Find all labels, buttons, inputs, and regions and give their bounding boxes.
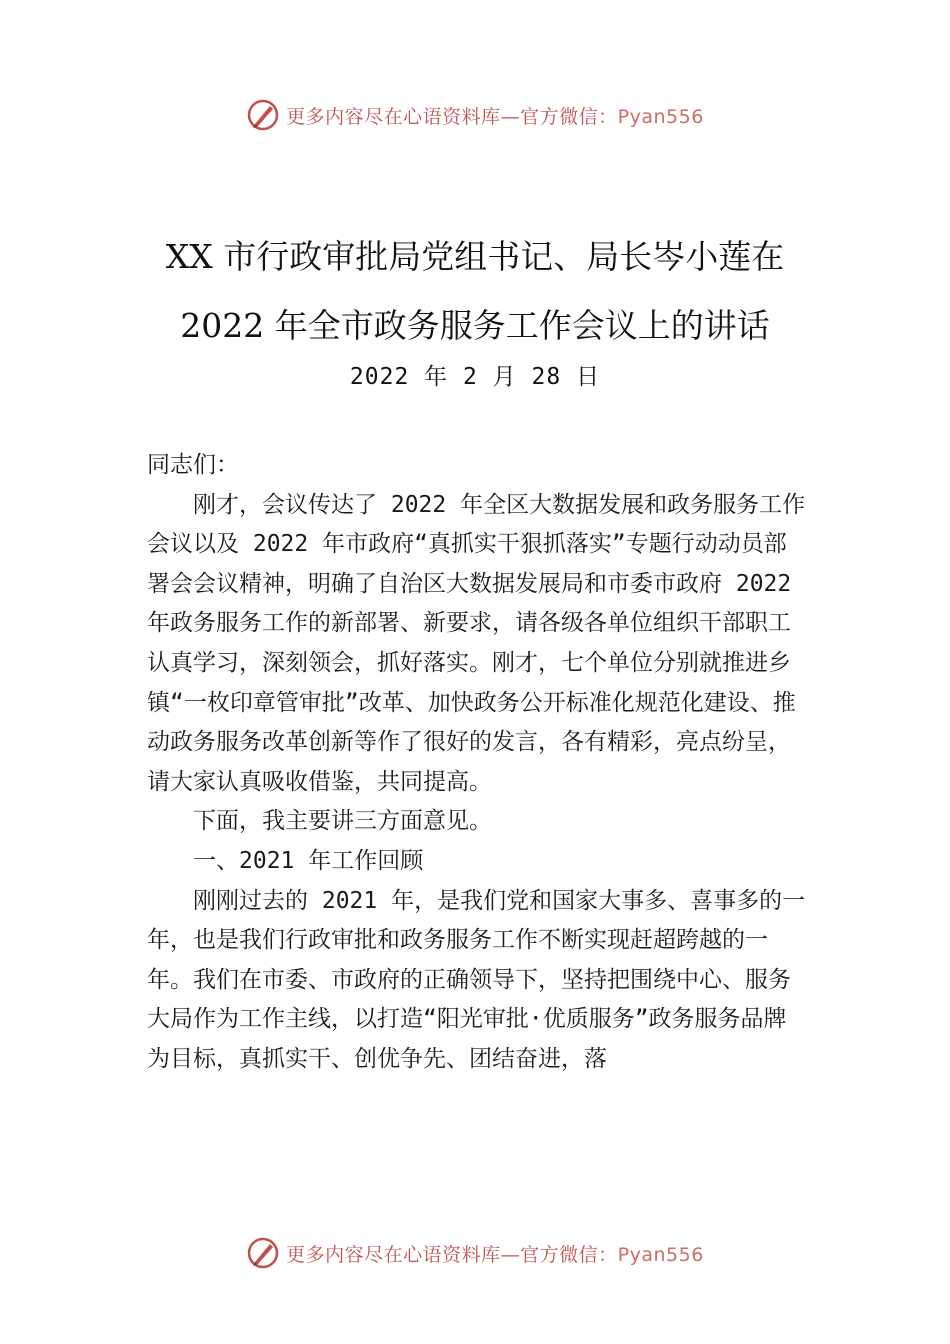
- section-heading: 一、2021 年工作回顾: [193, 847, 424, 874]
- document-date: 2022 年 2 月 28 日: [349, 364, 601, 390]
- footer-banner: [0, 1233, 950, 1273]
- document-title: [0, 222, 950, 360]
- pen-logo-icon: [246, 98, 280, 132]
- header-banner-text: 更多内容尽在心语资料库—官方微信：: [286, 105, 618, 128]
- paragraph: 刚才，会议传达了 2022 年全区大数据发展和政务服务工作会议以及 2022 年市政府“真抓实干狠抓落实”专题行动动员部署会会议精神，明确了自治区大数据发展局和市委市政府 2022 年政务服务工作的新部署、新要求，请各级各单位组织干部职工认真学习，深刻领会，抓好落实。刚才，七个单位分别就推进乡镇“一枚印章管审批”改革、加快政务公开标准化规范化建设、推动政务服务改革创新等作了很好的发言，各有精彩，亮点纷呈，请大家认真吸收借鉴，共同提高。: [147, 491, 806, 795]
- footer-wechat-id: Pyan556: [617, 1243, 704, 1266]
- salutation: 同志们：: [147, 452, 239, 478]
- paragraph: 刚刚过去的 2021 年，是我们党和国家大事多、喜事多的一年，也是我们行政审批和政务服务工作不断实现赶超跨越的一年。我们在市委、市政府的正确领导下，坚持把围绕中心、服务大局作为工作主线，以打造“阳光审批·优质服务”政务服务品牌为目标，真抓实干、创优争先、团结奋进，落: [147, 887, 806, 1072]
- footer-banner-text: 更多内容尽在心语资料库—官方微信：: [286, 1243, 618, 1266]
- pen-logo-icon: [246, 1236, 280, 1270]
- document-body: [147, 446, 807, 1080]
- header-banner: [0, 95, 950, 135]
- title-line-1: XX 市行政审批局党组书记、局长岑小莲在: [165, 237, 785, 276]
- header-wechat-id: Pyan556: [617, 105, 704, 128]
- title-line-2: 2022 年全市政务服务工作会议上的讲话: [180, 306, 770, 345]
- paragraph: 下面，我主要讲三方面意见。: [193, 808, 492, 835]
